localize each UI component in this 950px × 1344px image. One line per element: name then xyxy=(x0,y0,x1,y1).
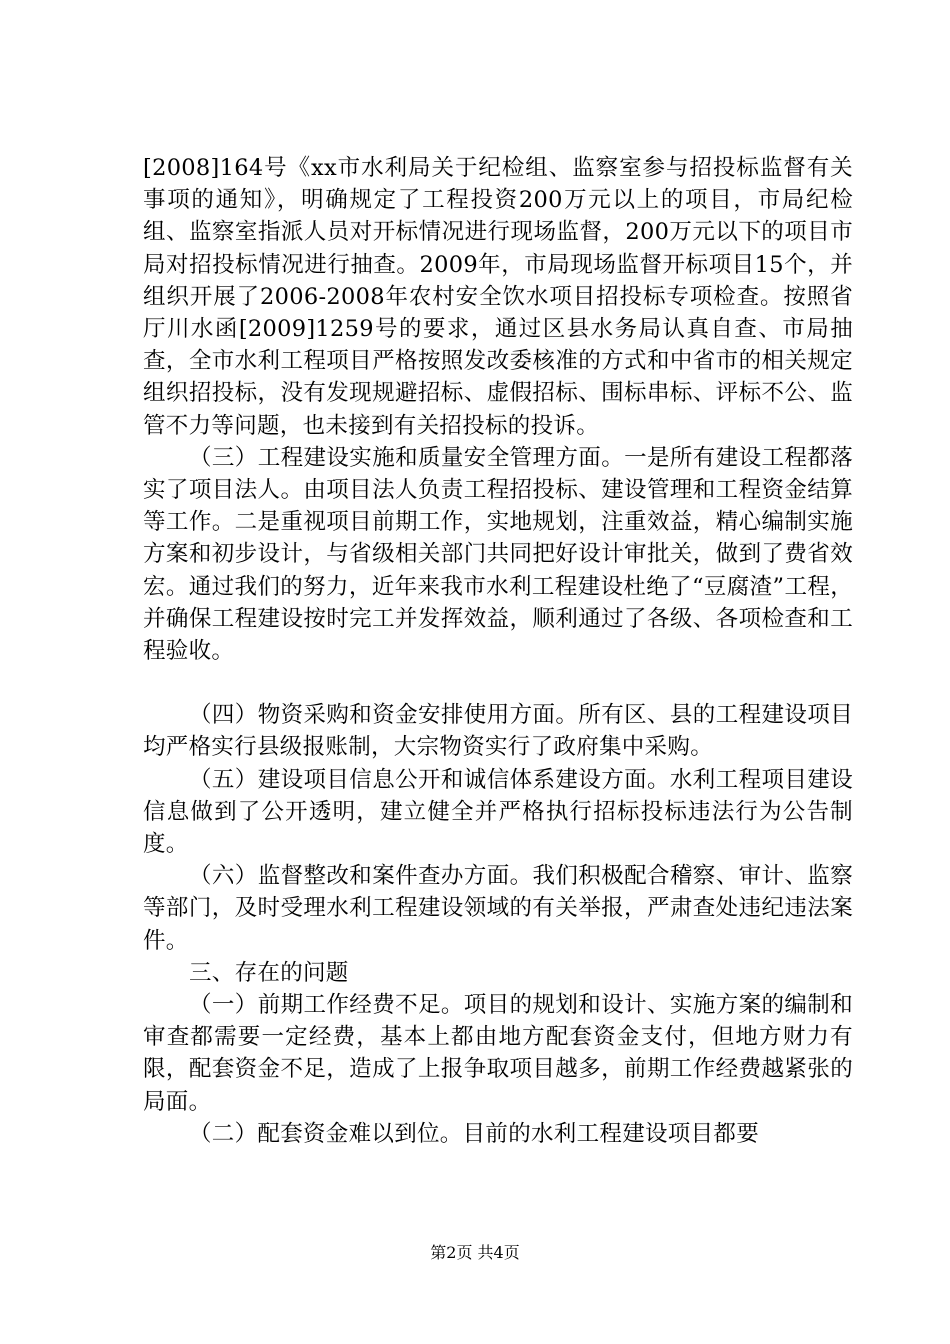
paragraph-procurement: （四）物资采购和资金安排使用方面。所有区、县的工程建设项目均严格实行县级报账制，大宗物资实行了政府集中采购。 xyxy=(143,702,853,761)
paragraph-supervision-cases: （六）监督整改和案件查办方面。我们积极配合稽察、审计、监察等部门，及时受理水利工程建设领域的有关举报，严肃查处违纪违法案件。 xyxy=(143,863,853,954)
paragraph-info-disclosure: （五）建设项目信息公开和诚信体系建设方面。水利工程项目建设信息做到了公开透明，建立健全并严格执行招标投标违法行为公告制度。 xyxy=(143,766,853,858)
document-body xyxy=(143,152,853,1150)
section-heading-problems: 三、存在的问题 xyxy=(189,959,349,986)
paragraph-tender-supervision: [2008]164号《xx市水利局关于纪检组、监察室参与招投标监督有关事项的通知》，明确规定了工程投资200万元以上的项目，市局纪检组、监察室指派人员对开标情况进行现场监督，200万元以下的项目市局对招投标情况进行抽查。2009年，市局现场监督开标项目15个，并组织开展了2006-2008年农村安全饮水项目招投标专项检查。按照省厅川水函[2009]1259号的要求，通过区县水务局认真自查、市局抽查，全市水利工程项目严格按照发改委核准的方式和中省市的相关规定组织招投标，没有发现规避招标、虚假招标、围标串标、评标不公、监管不力等问题，也未接到有关招投标的投诉。 xyxy=(143,155,853,439)
paragraph-spacer xyxy=(143,667,853,699)
page-number-footer: 第2页 共4页 xyxy=(430,1243,520,1262)
paragraph-preliminary-funding: （一）前期工作经费不足。项目的规划和设计、实施方案的编制和审查都需要一定经费，基本上都由地方配套资金支付，但地方财力有限，配套资金不足，造成了上报争取项目越多，前期工作经费越紧张的局面。 xyxy=(143,992,853,1115)
paragraph-matching-funds: （二）配套资金难以到位。目前的水利工程建设项目都要 xyxy=(189,1120,760,1147)
paragraph-construction-quality: （三）工程建设实施和质量安全管理方面。一是所有建设工程都落实了项目法人。由项目法人负责工程招投标、建设管理和工程资金结算等工作。二是重视项目前期工作，实地规划，注重效益，精心编制实施方案和初步设计，与省级相关部门共同把好设计审批关，做到了费省效宏。通过我们的努力，近年来我市水利工程建设杜绝了“豆腐渣”工程，并确保工程建设按时完工并发挥效益，顺利通过了各级、各项检查和工程验收。 xyxy=(143,444,853,665)
